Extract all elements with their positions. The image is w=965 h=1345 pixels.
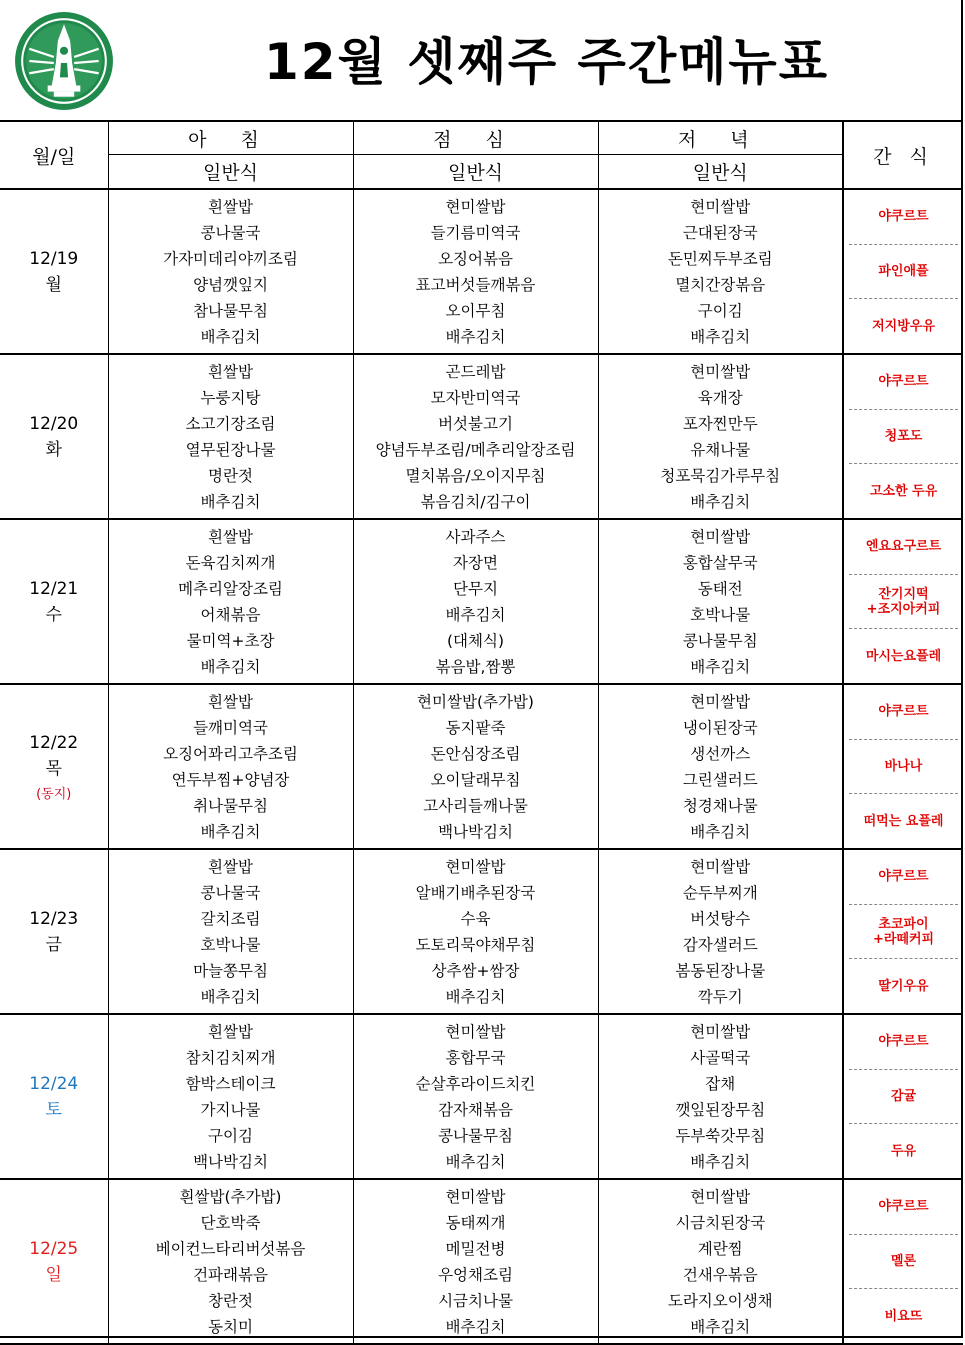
dish-item: 볶음밥,짬뽕 xyxy=(435,657,516,676)
lunch-header: 점 심 xyxy=(353,121,598,155)
lunch-subheader: 일반식 xyxy=(353,155,598,190)
snack-list xyxy=(844,850,963,1013)
snack-item: 저지방우유 xyxy=(872,318,935,334)
lunch-cell xyxy=(353,519,598,684)
snack-cell xyxy=(843,684,963,849)
snack-list xyxy=(844,355,963,518)
snack-item: 멜론 xyxy=(849,1235,958,1290)
date-label: 12/25 xyxy=(29,1238,79,1259)
dish-item: 배추김치 xyxy=(690,822,751,841)
dish-item: 육개장 xyxy=(697,388,743,407)
dish-item: 감자샐러드 xyxy=(682,935,758,954)
day-row xyxy=(0,1014,963,1179)
snack-item: 야쿠르트 xyxy=(849,685,958,740)
dish-item: 콩나물국 xyxy=(200,223,261,242)
dish-item: 순두부찌개 xyxy=(682,883,758,902)
dish-item: 메밀전병 xyxy=(445,1239,506,1258)
dish-item: 돈육김치찌개 xyxy=(185,553,276,572)
date-cell xyxy=(0,189,108,354)
date-cell xyxy=(0,354,108,519)
dish-item: 현미쌀밥 xyxy=(690,1022,751,1041)
dish-item: 참나물무침 xyxy=(193,301,268,320)
dish-item: 흰쌀밥 xyxy=(208,362,253,381)
dish-item: 현미쌀밥 xyxy=(445,197,506,216)
dish-item: 콩나물국 xyxy=(200,883,261,902)
dinner-cell xyxy=(598,519,843,684)
dish-item: 건파래볶음 xyxy=(193,1265,268,1284)
dish-item: 상추쌈+쌈장 xyxy=(431,961,520,980)
dish-item: 배추김치 xyxy=(445,987,506,1006)
dish-item: 취나물무침 xyxy=(193,796,268,815)
dish-item: 현미쌀밥 xyxy=(690,362,751,381)
weekday-label: 수 xyxy=(45,604,62,625)
dish-item: 콩나물무침 xyxy=(682,631,758,650)
dish-item: 배추김치 xyxy=(200,492,261,511)
dish-item: 양념두부조림/메추리알장조림 xyxy=(375,440,576,459)
dish-item: 흰쌀밥 xyxy=(208,197,253,216)
dish-item: 현미쌀밥 xyxy=(445,1022,506,1041)
date-cell xyxy=(0,684,108,849)
breakfast-cell xyxy=(108,1014,353,1179)
snack-cell xyxy=(843,849,963,1014)
snack-item: 비요뜨 xyxy=(884,1308,923,1324)
dish-item: 배추김치 xyxy=(690,1152,751,1171)
snack-header: 간 식 xyxy=(843,121,963,189)
dinner-cell xyxy=(598,1014,843,1179)
lunch-cell xyxy=(353,354,598,519)
dish-item: 생선까스 xyxy=(690,744,751,763)
breakfast-cell xyxy=(108,189,353,354)
dish-item: 자장면 xyxy=(453,553,498,572)
dish-item: 냉이된장국 xyxy=(682,718,758,737)
dish-item: 돈민찌두부조림 xyxy=(667,249,773,268)
dish-item: 흰쌀밥 xyxy=(208,1022,253,1041)
lunch-cell xyxy=(353,1014,598,1179)
dish-item: 버섯불고기 xyxy=(438,414,513,433)
day-row xyxy=(0,1179,963,1344)
dish-item: 배추김치 xyxy=(690,492,751,511)
dish-item: 현미쌀밥 xyxy=(690,1187,751,1206)
date-cell xyxy=(0,849,108,1014)
dish-item: 동태전 xyxy=(697,579,743,598)
dish-item: 배추김치 xyxy=(445,1317,506,1336)
dish-item: 단무지 xyxy=(453,579,498,598)
dish-item: 표고버섯들깨볶음 xyxy=(415,275,536,294)
dish-item: 메추리알장조림 xyxy=(178,579,283,598)
snack-list xyxy=(844,1015,963,1178)
dish-item: 물미역+초장 xyxy=(186,631,275,650)
dish-item: 오이무침 xyxy=(445,301,506,320)
dish-item: 마늘쫑무침 xyxy=(193,961,268,980)
weekday-label: 화 xyxy=(45,439,62,460)
snack-cell xyxy=(843,1014,963,1179)
dish-item: 백나박김치 xyxy=(193,1152,268,1171)
lunch-cell xyxy=(353,1179,598,1344)
dish-item: 홍합무국 xyxy=(445,1048,506,1067)
dish-item: 백나박김치 xyxy=(438,822,513,841)
snack-list xyxy=(844,685,963,848)
snack-item: 파인애플 xyxy=(849,245,958,300)
dish-item: 버섯탕수 xyxy=(690,909,751,928)
dish-item: 근대된장국 xyxy=(682,223,758,242)
snack-item: 감귤 xyxy=(849,1070,958,1125)
date-header: 월/일 xyxy=(0,121,108,189)
dish-item: 배추김치 xyxy=(445,1152,506,1171)
dish-item: 동지팥죽 xyxy=(445,718,506,737)
dish-item: 현미쌀밥 xyxy=(690,527,751,546)
dish-item: 계란찜 xyxy=(697,1239,743,1258)
dish-item: 동태찌개 xyxy=(445,1213,506,1232)
dish-item: 동치미 xyxy=(208,1317,253,1336)
breakfast-header: 아 침 xyxy=(108,121,353,155)
date-label: 12/23 xyxy=(29,908,79,929)
snack-item: 엔요요구르트 xyxy=(849,520,958,575)
date-label: 12/20 xyxy=(29,413,79,434)
dish-item: 오징어꽈리고추조림 xyxy=(163,744,298,763)
dish-item: 흰쌀밥 xyxy=(208,692,253,711)
snack-list xyxy=(844,520,963,683)
dinner-cell xyxy=(598,189,843,354)
breakfast-subheader: 일반식 xyxy=(108,155,353,190)
breakfast-cell xyxy=(108,849,353,1014)
dish-item: 창란젓 xyxy=(208,1291,253,1310)
menu-body xyxy=(0,189,963,1344)
weekday-label: 금 xyxy=(45,934,62,955)
snack-item: 야쿠르트 xyxy=(849,190,958,245)
dish-item: 배추김치 xyxy=(445,605,506,624)
page-title: 12월 셋째주 주간메뉴표 xyxy=(263,33,830,91)
breakfast-cell xyxy=(108,354,353,519)
dish-item: 사과주스 xyxy=(445,527,506,546)
dish-item: 감자채볶음 xyxy=(438,1100,513,1119)
dinner-subheader: 일반식 xyxy=(598,155,843,190)
dish-item: 콩나물무침 xyxy=(438,1126,513,1145)
header xyxy=(0,0,963,120)
dish-item: 멸치볶음/오이지무침 xyxy=(405,466,546,485)
snack-item: 떠먹는 요플레 xyxy=(863,813,944,829)
snack-item: 야쿠르트 xyxy=(849,1015,958,1070)
dish-item: 배추김치 xyxy=(690,327,751,346)
dish-item: 배추김치 xyxy=(200,987,261,1006)
dish-item: 호박나물 xyxy=(200,935,261,954)
dish-item: 청포묵김가루무침 xyxy=(660,466,781,485)
date-cell xyxy=(0,1014,108,1179)
snack-item: 마시는요플레 xyxy=(865,648,942,664)
dish-item: 알배기배추된장국 xyxy=(415,883,536,902)
dish-item: 소고기장조림 xyxy=(185,414,276,433)
date-label: 12/19 xyxy=(29,248,79,269)
date-label: 12/22 xyxy=(29,732,79,753)
snack-cell xyxy=(843,354,963,519)
snack-item: 초코파이 +라떼커피 xyxy=(849,905,958,960)
date-cell xyxy=(0,1179,108,1344)
dish-item: 깍두기 xyxy=(697,987,743,1006)
dish-item: 단호박죽 xyxy=(200,1213,261,1232)
dish-item: 연두부찜+양념장 xyxy=(171,770,290,789)
dish-item: 현미쌀밥 xyxy=(445,857,506,876)
dish-item: 도토리묵야채무침 xyxy=(415,935,536,954)
dinner-cell xyxy=(598,1179,843,1344)
dish-item: 어채볶음 xyxy=(200,605,261,624)
dish-item: 양념깻잎지 xyxy=(193,275,268,294)
snack-item: 고소한 두유 xyxy=(869,483,938,499)
breakfast-cell xyxy=(108,519,353,684)
dish-item: 모자반미역국 xyxy=(430,388,521,407)
dish-item: 시금치나물 xyxy=(438,1291,513,1310)
header-row xyxy=(0,121,963,155)
dish-item: 순살후라이드치킨 xyxy=(415,1074,536,1093)
dish-item: 함박스테이크 xyxy=(185,1074,276,1093)
dish-item: 흰쌀밥 xyxy=(208,857,253,876)
dish-item: 현미쌀밥 xyxy=(690,197,751,216)
dish-item: 참치김치찌개 xyxy=(185,1048,276,1067)
dish-item: 배추김치 xyxy=(690,1317,751,1336)
dish-item: 현미쌀밥 xyxy=(445,1187,506,1206)
dish-item: 수육 xyxy=(460,909,491,928)
weekly-menu-table xyxy=(0,120,963,1345)
weekday-label: 일 xyxy=(45,1264,62,1285)
day-row xyxy=(0,684,963,849)
dish-item: 홍합살무국 xyxy=(682,553,758,572)
dish-item: (대체식) xyxy=(446,631,504,650)
dish-item: 들기름미역국 xyxy=(430,223,521,242)
snack-item: 야쿠르트 xyxy=(849,355,958,410)
holiday-label: (동지) xyxy=(36,786,72,802)
dish-item: 볶음김치/김구이 xyxy=(420,492,531,511)
lunch-cell xyxy=(353,189,598,354)
dish-item: 구이김 xyxy=(208,1126,253,1145)
snack-item: 두유 xyxy=(890,1143,917,1159)
dish-item: 배추김치 xyxy=(445,327,506,346)
snack-item: 야쿠르트 xyxy=(849,850,958,905)
date-cell xyxy=(0,519,108,684)
dish-item: 흰쌀밥 xyxy=(208,527,253,546)
dish-item: 사골떡국 xyxy=(690,1048,751,1067)
dish-item: 구이김 xyxy=(697,301,743,320)
dish-item: 포자찐만두 xyxy=(682,414,758,433)
subheader-row xyxy=(0,155,963,190)
snack-item: 딸기우유 xyxy=(878,978,929,994)
lunch-cell xyxy=(353,684,598,849)
dish-item: 현미쌀밥 xyxy=(690,692,751,711)
dish-item: 명란젓 xyxy=(208,466,253,485)
dish-item: 두부쑥갓무침 xyxy=(675,1126,766,1145)
dish-item: 들깨미역국 xyxy=(193,718,268,737)
breakfast-cell xyxy=(108,1179,353,1344)
dish-item: 오징어볶음 xyxy=(438,249,513,268)
dish-item: 현미쌀밥 xyxy=(690,857,751,876)
snack-item: 청포도 xyxy=(849,410,958,465)
dish-item: 배추김치 xyxy=(200,822,261,841)
dish-item: 현미쌀밥(추가밥) xyxy=(417,692,534,711)
dish-item: 배추김치 xyxy=(200,327,261,346)
dish-item: 열무된장나물 xyxy=(185,440,276,459)
date-label: 12/21 xyxy=(29,578,79,599)
dinner-cell xyxy=(598,684,843,849)
dish-item: 봄동된장나물 xyxy=(675,961,766,980)
dish-item: 호박나물 xyxy=(690,605,751,624)
dish-item: 도라지오이생채 xyxy=(667,1291,773,1310)
breakfast-cell xyxy=(108,684,353,849)
day-row xyxy=(0,354,963,519)
lunch-cell xyxy=(353,849,598,1014)
snack-list xyxy=(844,1180,963,1343)
dish-item: 흰쌀밥(추가밥) xyxy=(179,1187,282,1206)
weekday-label: 월 xyxy=(45,274,62,295)
dish-item: 잡채 xyxy=(705,1074,736,1093)
snack-cell xyxy=(843,519,963,684)
snack-item: 야쿠르트 xyxy=(849,1180,958,1235)
dish-item: 배추김치 xyxy=(200,657,261,676)
dish-item: 베이컨느타리버섯볶음 xyxy=(155,1239,306,1258)
weekday-label: 토 xyxy=(45,1099,62,1120)
dish-item: 시금치된장국 xyxy=(675,1213,766,1232)
dish-item: 누룽지탕 xyxy=(200,388,261,407)
dish-item: 그린샐러드 xyxy=(682,770,758,789)
dish-item: 돈안심장조림 xyxy=(430,744,521,763)
dish-item: 멸치간장볶음 xyxy=(675,275,766,294)
dish-item: 유채나물 xyxy=(690,440,751,459)
dinner-header: 저 녁 xyxy=(598,121,843,155)
snack-item: 바나나 xyxy=(849,740,958,795)
dish-item: 청경채나물 xyxy=(682,796,758,815)
dish-item: 가자미데리야끼조림 xyxy=(163,249,298,268)
dish-item: 배추김치 xyxy=(690,657,751,676)
dinner-cell xyxy=(598,849,843,1014)
snack-cell xyxy=(843,189,963,354)
date-label: 12/24 xyxy=(29,1073,79,1094)
snack-cell xyxy=(843,1179,963,1344)
emblem-logo-icon xyxy=(13,10,115,112)
dish-item: 갈치조림 xyxy=(200,909,261,928)
dinner-cell xyxy=(598,354,843,519)
snack-list xyxy=(844,190,963,353)
snack-item: 잔기지떡 +조지아커피 xyxy=(849,575,958,630)
dish-item: 우엉채조림 xyxy=(438,1265,513,1284)
dish-item: 곤드레밥 xyxy=(445,362,506,381)
dish-item: 고사리들깨나물 xyxy=(423,796,528,815)
dish-item: 오이달래무침 xyxy=(430,770,521,789)
weekday-label: 목 xyxy=(45,758,62,779)
day-row xyxy=(0,189,963,354)
dish-item: 건새우볶음 xyxy=(682,1265,758,1284)
day-row xyxy=(0,519,963,684)
dish-item: 깻잎된장무침 xyxy=(675,1100,766,1119)
day-row xyxy=(0,849,963,1014)
dish-item: 가지나물 xyxy=(200,1100,261,1119)
